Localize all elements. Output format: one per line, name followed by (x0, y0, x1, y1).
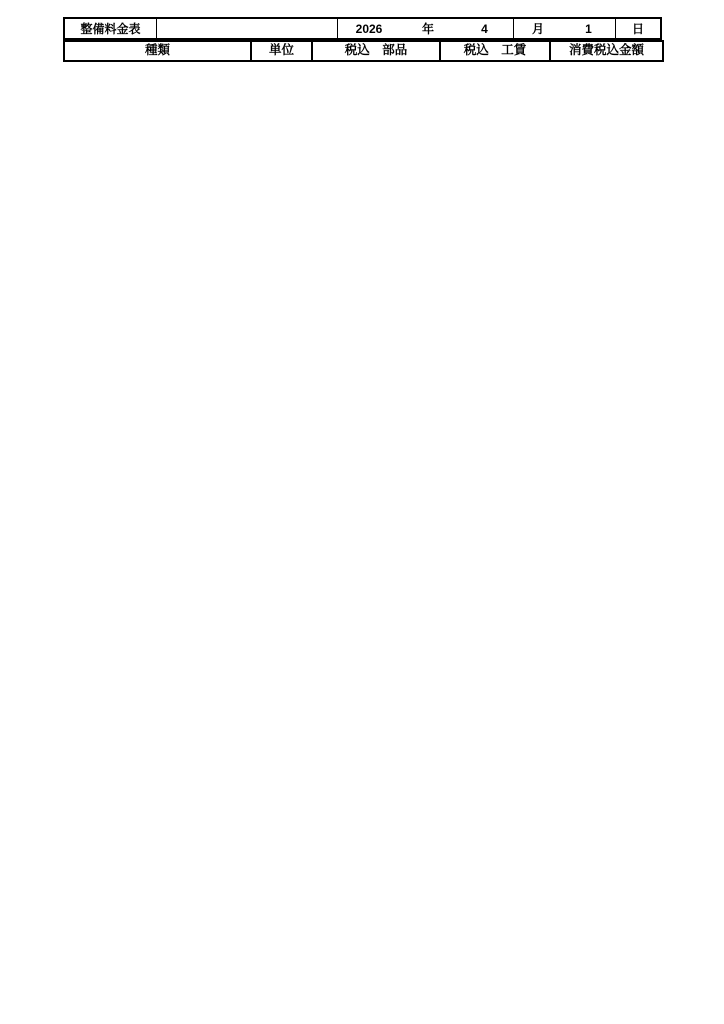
date-year: 2026 (355, 21, 383, 36)
date-year-label: 年 (421, 22, 434, 36)
date-day-label: 日 (631, 22, 644, 36)
header-kind: 種類 (64, 41, 251, 61)
title-row (63, 17, 662, 40)
date-day: 1 (562, 19, 616, 38)
date-month: 4 (456, 19, 514, 38)
title-spacer (157, 19, 338, 38)
price-table (63, 40, 664, 62)
page-title: 整備料金表 (65, 19, 157, 38)
header-row (64, 41, 663, 61)
header-labor: 税込 工賃 (440, 41, 550, 61)
header-parts: 税込 部品 (312, 41, 440, 61)
price-sheet (63, 17, 662, 62)
date-month-label: 月 (531, 22, 544, 36)
header-unit: 単位 (251, 41, 312, 61)
header-total: 消費税込金額 (550, 41, 663, 61)
